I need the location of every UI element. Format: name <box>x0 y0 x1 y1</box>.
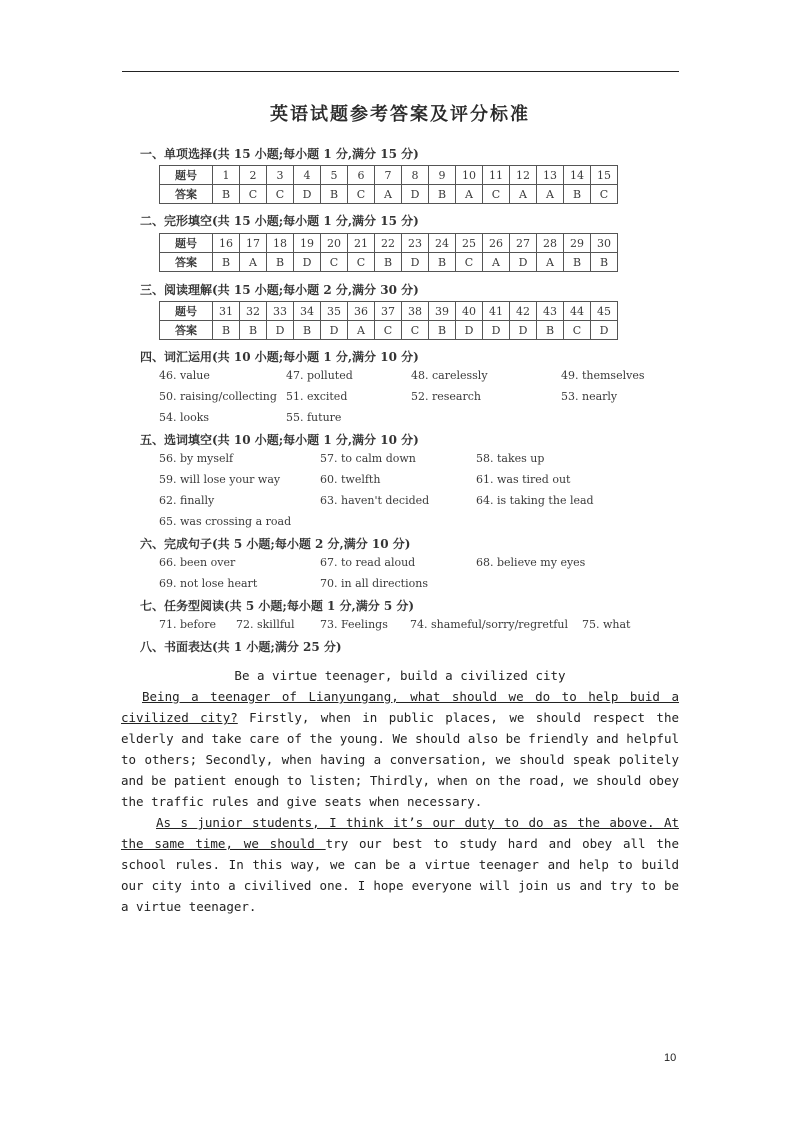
answer-cell: C <box>456 253 483 272</box>
row-label: 答案 <box>160 321 213 340</box>
answer-item: 56. by myself <box>159 452 234 465</box>
answer-cell: A <box>510 185 537 204</box>
question-number-cell: 28 <box>537 234 564 253</box>
top-rule <box>122 71 679 72</box>
essay-title: Be a virtue teenager, build a civilized city <box>234 668 566 683</box>
answer-item: 70. in all directions <box>320 577 428 590</box>
answer-cell: C <box>240 185 267 204</box>
question-number-cell: 5 <box>321 166 348 185</box>
row-label: 题号 <box>160 234 213 253</box>
question-number-cell: 30 <box>591 234 618 253</box>
row-label: 答案 <box>160 185 213 204</box>
question-number-cell: 16 <box>213 234 240 253</box>
section-heading-3: 三、阅读理解(共 15 小题;每小题 2 分,满分 30 分) <box>140 283 419 297</box>
paragraph-text: try our best to study hard and obey all the school rules. In this way, we can be a virtue teenager and help to build our city into a civilived one. I hope everyone will join us and try to be a virtue teenager. <box>121 836 679 914</box>
section-heading-7: 七、任务型阅读(共 5 小题;每小题 1 分,满分 5 分) <box>140 599 415 613</box>
answer-cell: C <box>483 185 510 204</box>
answer-item: 68. believe my eyes <box>476 556 586 569</box>
question-number-cell: 21 <box>348 234 375 253</box>
table-row <box>160 234 618 253</box>
answer-cell: B <box>429 253 456 272</box>
question-number-cell: 10 <box>456 166 483 185</box>
question-number-cell: 12 <box>510 166 537 185</box>
question-number-cell: 32 <box>240 302 267 321</box>
answer-cell: D <box>402 253 429 272</box>
answer-cell: D <box>510 321 537 340</box>
answer-table-1 <box>159 165 618 204</box>
table-row <box>160 321 618 340</box>
question-number-cell: 6 <box>348 166 375 185</box>
answer-item: 51. excited <box>286 390 348 403</box>
question-number-cell: 15 <box>591 166 618 185</box>
answer-table-3 <box>159 301 618 340</box>
section-heading-8: 八、书面表达(共 1 小题;满分 25 分) <box>140 640 342 654</box>
table-row <box>160 185 618 204</box>
question-number-cell: 39 <box>429 302 456 321</box>
answer-cell: D <box>267 321 294 340</box>
answer-cell: C <box>402 321 429 340</box>
answer-cell: A <box>240 253 267 272</box>
question-number-cell: 22 <box>375 234 402 253</box>
section-heading-6: 六、完成句子(共 5 小题;每小题 2 分,满分 10 分) <box>140 537 411 551</box>
table-row <box>160 302 618 321</box>
answer-item: 67. to read aloud <box>320 556 416 569</box>
page-number: 10 <box>664 1052 677 1064</box>
answer-cell: C <box>348 253 375 272</box>
answer-cell: B <box>294 321 321 340</box>
answer-item: 57. to calm down <box>320 452 416 465</box>
answer-cell: C <box>375 321 402 340</box>
question-number-cell: 33 <box>267 302 294 321</box>
answer-cell: D <box>591 321 618 340</box>
section-heading-1: 一、单项选择(共 15 小题;每小题 1 分,满分 15 分) <box>140 147 419 161</box>
answer-cell: A <box>375 185 402 204</box>
section-heading-5: 五、选词填空(共 10 小题;每小题 1 分,满分 10 分) <box>140 433 419 447</box>
question-number-cell: 43 <box>537 302 564 321</box>
answer-cell: C <box>321 253 348 272</box>
answer-cell: B <box>213 253 240 272</box>
answer-item: 52. research <box>411 390 481 403</box>
question-number-cell: 44 <box>564 302 591 321</box>
answer-item: 60. twelfth <box>320 473 381 486</box>
answer-item: 53. nearly <box>561 390 618 403</box>
answer-cell: B <box>429 321 456 340</box>
question-number-cell: 7 <box>375 166 402 185</box>
row-label: 题号 <box>160 166 213 185</box>
table-row <box>160 166 618 185</box>
answer-cell: C <box>348 185 375 204</box>
section-heading-2: 二、完形填空(共 15 小题;每小题 1 分,满分 15 分) <box>140 214 419 228</box>
question-number-cell: 14 <box>564 166 591 185</box>
question-number-cell: 41 <box>483 302 510 321</box>
page-title: 英语试题参考答案及评分标准 <box>270 104 530 125</box>
question-number-cell: 8 <box>402 166 429 185</box>
question-number-cell: 26 <box>483 234 510 253</box>
answer-cell: B <box>564 253 591 272</box>
answer-cell: D <box>456 321 483 340</box>
answer-item: 48. carelessly <box>411 369 488 382</box>
question-number-cell: 20 <box>321 234 348 253</box>
row-label: 答案 <box>160 253 213 272</box>
answer-item: 59. will lose your way <box>159 473 281 486</box>
answer-cell: B <box>267 253 294 272</box>
table-row <box>160 253 618 272</box>
answer-item: 54. looks <box>159 411 210 424</box>
answer-item: 74. shameful/sorry/regretful <box>410 618 568 631</box>
question-number-cell: 36 <box>348 302 375 321</box>
answer-item: 47. polluted <box>286 369 353 382</box>
question-number-cell: 3 <box>267 166 294 185</box>
answer-cell: D <box>510 253 537 272</box>
question-number-cell: 42 <box>510 302 537 321</box>
answer-cell: B <box>564 185 591 204</box>
question-number-cell: 17 <box>240 234 267 253</box>
answer-item: 72. skillful <box>236 618 295 631</box>
question-number-cell: 19 <box>294 234 321 253</box>
answer-table-2 <box>159 233 618 272</box>
question-number-cell: 34 <box>294 302 321 321</box>
answer-cell: B <box>321 185 348 204</box>
answer-cell: D <box>402 185 429 204</box>
answer-cell: D <box>483 321 510 340</box>
question-number-cell: 24 <box>429 234 456 253</box>
underlined-text: As s junior students, I think it’s our duty to do as the above. At the same time, we should <box>121 815 679 851</box>
question-number-cell: 1 <box>213 166 240 185</box>
answer-cell: A <box>537 185 564 204</box>
answer-item: 49. themselves <box>561 369 645 382</box>
question-number-cell: 37 <box>375 302 402 321</box>
question-number-cell: 13 <box>537 166 564 185</box>
answer-item: 50. raising/collecting <box>159 390 277 403</box>
question-number-cell: 27 <box>510 234 537 253</box>
question-number-cell: 18 <box>267 234 294 253</box>
answer-cell: B <box>537 321 564 340</box>
answer-cell: D <box>321 321 348 340</box>
answer-item: 61. was tired out <box>476 473 571 486</box>
question-number-cell: 38 <box>402 302 429 321</box>
answer-item: 75. what <box>582 618 631 631</box>
essay-paragraph-2 <box>121 812 679 917</box>
answer-item: 73. Feelings <box>320 618 388 631</box>
answer-cell: D <box>294 185 321 204</box>
question-number-cell: 4 <box>294 166 321 185</box>
question-number-cell: 29 <box>564 234 591 253</box>
answer-cell: C <box>267 185 294 204</box>
answer-item: 64. is taking the lead <box>476 494 594 507</box>
question-number-cell: 9 <box>429 166 456 185</box>
answer-item: 65. was crossing a road <box>159 515 292 528</box>
essay-paragraph-1 <box>121 686 679 812</box>
question-number-cell: 2 <box>240 166 267 185</box>
answer-item: 62. finally <box>159 494 215 507</box>
answer-item: 58. takes up <box>476 452 545 465</box>
question-number-cell: 35 <box>321 302 348 321</box>
answer-cell: B <box>213 185 240 204</box>
answer-cell: B <box>213 321 240 340</box>
question-number-cell: 11 <box>483 166 510 185</box>
question-number-cell: 45 <box>591 302 618 321</box>
question-number-cell: 40 <box>456 302 483 321</box>
answer-item: 69. not lose heart <box>159 577 258 590</box>
answer-item: 55. future <box>286 411 342 424</box>
answer-cell: A <box>537 253 564 272</box>
section-heading-4: 四、词汇运用(共 10 小题;每小题 1 分,满分 10 分) <box>140 350 419 364</box>
underlined-text: Being a teenager of Lianyungang, what should we do to help buid a civilized city? <box>121 689 679 725</box>
answer-cell: A <box>483 253 510 272</box>
answer-cell: D <box>294 253 321 272</box>
question-number-cell: 31 <box>213 302 240 321</box>
paragraph-text: Firstly, when in public places, we should respect the elderly and take care of the young. We should also be friendly and helpful to others; Secondly, when having a conversation, we should speak politely and be patient enough to listen; Thirdly, when on the road, we should obey the traffic rules and give seats when necessary. <box>121 710 679 809</box>
answer-cell: A <box>456 185 483 204</box>
answer-item: 71. before <box>159 618 217 631</box>
answer-item: 63. haven't decided <box>320 494 430 507</box>
answer-cell: C <box>564 321 591 340</box>
answer-cell: A <box>348 321 375 340</box>
question-number-cell: 23 <box>402 234 429 253</box>
answer-item: 46. value <box>159 369 210 382</box>
answer-cell: B <box>591 253 618 272</box>
answer-item: 66. been over <box>159 556 236 569</box>
answer-cell: B <box>429 185 456 204</box>
answer-cell: B <box>240 321 267 340</box>
answer-cell: B <box>375 253 402 272</box>
question-number-cell: 25 <box>456 234 483 253</box>
answer-cell: C <box>591 185 618 204</box>
row-label: 题号 <box>160 302 213 321</box>
